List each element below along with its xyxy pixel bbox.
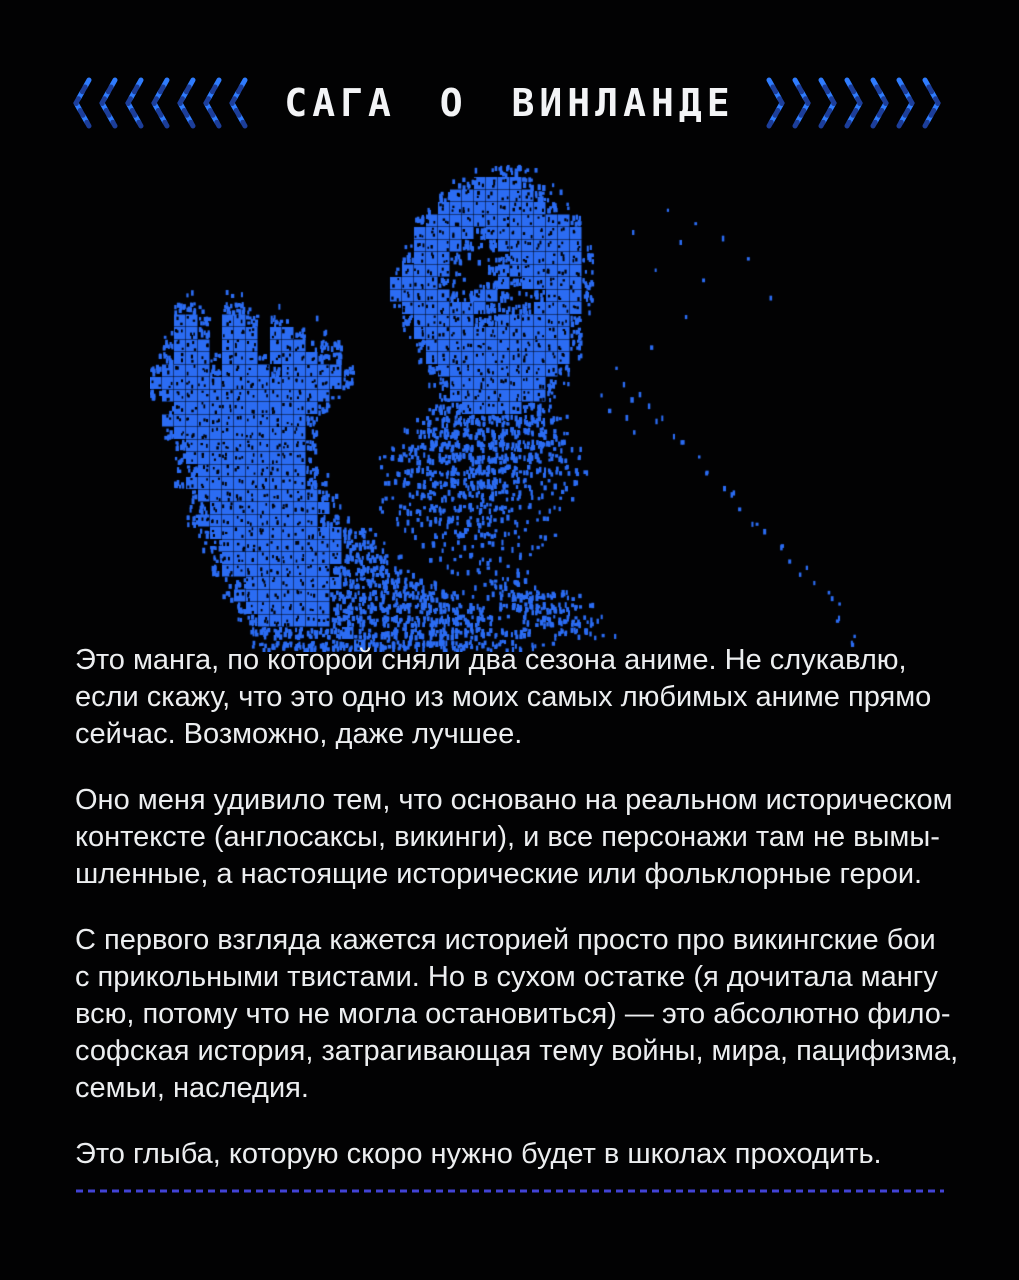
article bbox=[75, 642, 957, 1202]
article-paragraph bbox=[75, 922, 957, 1107]
dashed-divider bbox=[75, 1189, 945, 1193]
article-line: С первого взгляда кажется историей просто про викингские бои bbox=[75, 924, 936, 956]
article-line: шленные, а настоящие исторические или фольклорные герои. bbox=[75, 858, 923, 890]
chevrons-right-icon bbox=[765, 77, 947, 129]
article-line: сейчас. Возможно, даже лучшее. bbox=[75, 718, 523, 750]
article-line: с прикольными твистами. Но в сухом остатке (я дочитала мангу bbox=[75, 961, 938, 993]
article-line: контексте (англосаксы, викинги), и все персонажи там не вымы- bbox=[75, 821, 940, 853]
chevrons-left-icon bbox=[72, 77, 254, 129]
article-line: Оно меня удивило тем, что основано на реальном историческом bbox=[75, 784, 953, 816]
article-paragraph bbox=[75, 782, 957, 893]
article-line: всю, потому что не могла остановиться) — это абсолютно фило- bbox=[75, 998, 951, 1030]
article-paragraph bbox=[75, 642, 957, 753]
article-paragraph bbox=[75, 1136, 957, 1173]
page-title: САГА О ВИНЛАНДЕ bbox=[284, 81, 735, 125]
article-line: софская история, затрагивающая тему войны, мира, пацифизма, bbox=[75, 1035, 959, 1067]
character-artwork bbox=[150, 152, 870, 652]
article-line: семьи, наследия. bbox=[75, 1072, 309, 1104]
article-line: Это глыба, которую скоро нужно будет в школах проходить. bbox=[75, 1138, 882, 1170]
header bbox=[72, 76, 947, 130]
article-line: Это манга, по которой сняли два сезона аниме. Не слукавлю, bbox=[75, 644, 907, 676]
article-line: если скажу, что это одно из моих самых любимых аниме прямо bbox=[75, 681, 932, 713]
